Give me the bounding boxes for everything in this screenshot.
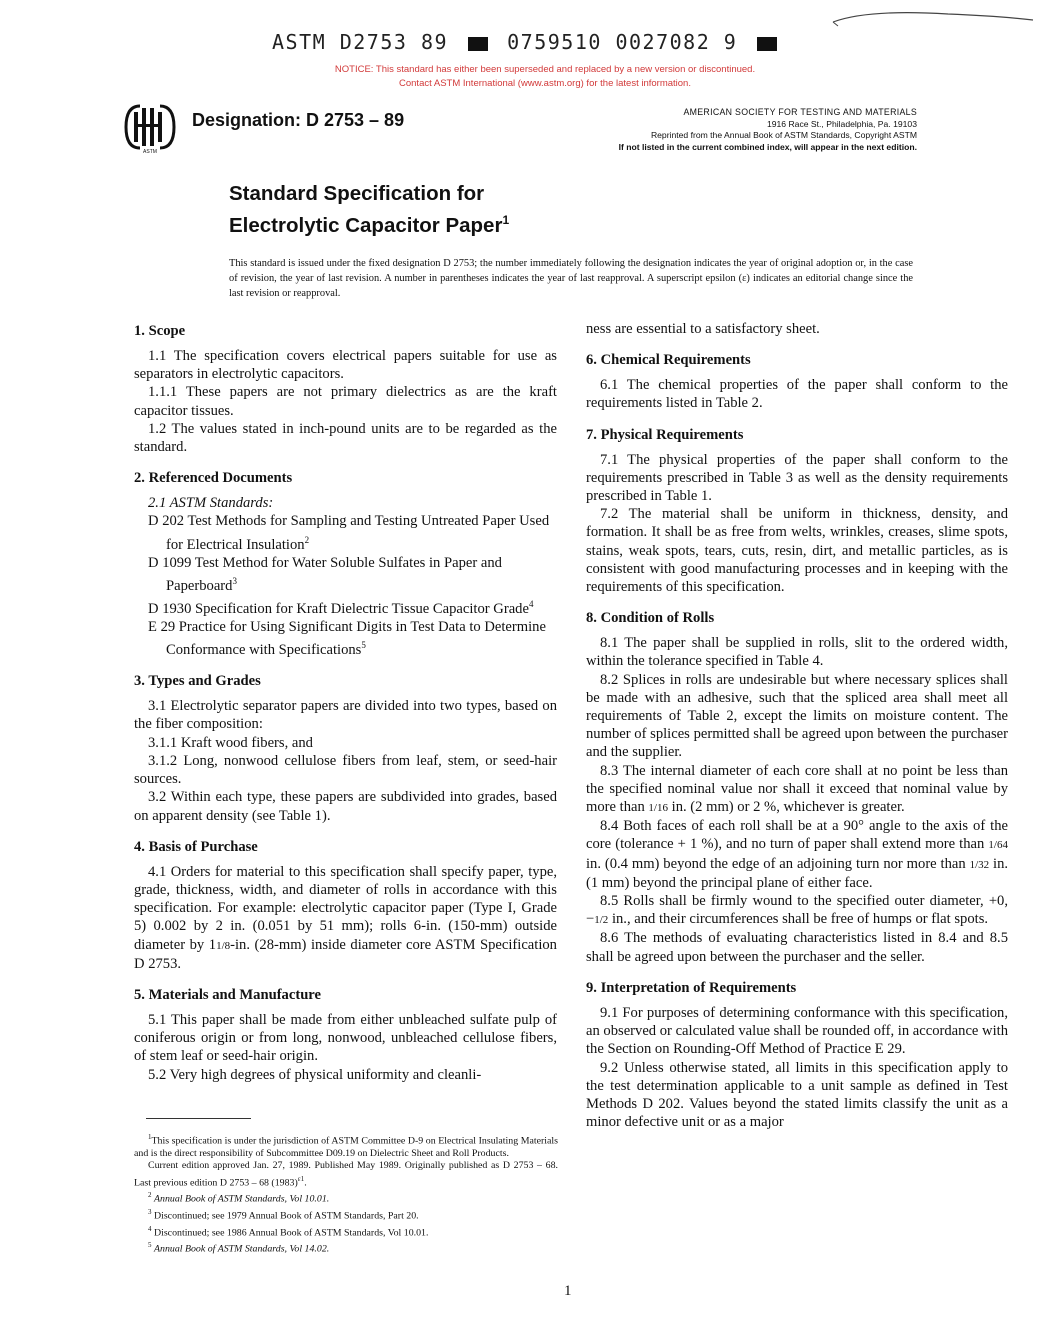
section-heading: 9. Interpretation of Requirements [586, 979, 797, 996]
paragraph: 5.1 This paper shall be made from either unbleached sulfate pulp of coniferous origin or from long, nonwood, unbleached cellulose fibers, of stem leaf or seed-hair origin. [134, 1011, 557, 1065]
title-line-2: Electrolytic Capacitor Paper$^1$ [229, 213, 510, 237]
scan-id-middle: 0759510 0027082 9 [507, 30, 738, 54]
paragraph: 2.1 ASTM Standards: [148, 495, 274, 512]
section-heading: 1. Scope [134, 323, 186, 339]
reference-item: E 29 Practice for Using Significant Digits in Test Data to Determine Conformance with Specifications$^5$ [148, 619, 546, 659]
footnote: Current edition approved Jan. 27, 1989. Published May 1989. Originally published as D 2753 – 68. Last previous edition D 2753 – 68 $(1983)^{\varepsilon 1}$. [134, 1160, 558, 1188]
section-heading: 8. Condition of Rolls [586, 610, 715, 627]
footnotes [134, 1131, 558, 1256]
footnote: $^5$ Annual Book of ASTM Standards, Vol 14.02. [148, 1241, 330, 1255]
footnote-divider [146, 1118, 251, 1119]
footnote: $^3$ Discontinued; see 1979 Annual Book of ASTM Standards, Part 20. [148, 1207, 419, 1222]
paragraph: 8.2 Splices in rolls are undesirable but where necessary splices shall be made with an adhesive, such that the spliced area shall meet all requirements of Table 2, except the limits on moisture content. The number of splices permitted shall be agreed upon between the purchaser and the supplier. [586, 671, 1008, 761]
footnote-marker: 1 [502, 213, 510, 227]
paragraph: 1.1.1 These papers are not primary dielectrics as are the kraft capacitor tissues. [134, 384, 557, 419]
notice-line: Contact ASTM International (www.astm.org) for the latest information. [399, 78, 691, 89]
footnote: $^4$ Discontinued; see 1986 Annual Book of ASTM Standards, Vol 10.01. [148, 1224, 429, 1238]
reference-item: D 1930 Specification for Kraft Dielectric Tissue Capacitor Grade$^4$ [148, 598, 534, 617]
notice [300, 63, 790, 91]
footnote: $^2$ Annual Book of ASTM Standards, Vol 10.01. [148, 1191, 330, 1205]
svg-text:ASTM: ASTM [143, 149, 157, 154]
section-heading: 5. Materials and Manufacture [134, 986, 321, 1003]
notice-line: NOTICE: This standard has either been superseded and replaced by a new version or discontinued. [334, 64, 756, 75]
paragraph: 7.2 The material shall be uniform in thickness, density, and formation. It shall be as free from welts, wrinkles, creases, slime spots, stains, weak spots, tears, cuts, resin, dirt, and metallic particles, as is consistent with good manufacturing processes and in keeping with the requirements of this specification. [586, 506, 1008, 596]
section-heading: 2. Referenced Documents [134, 470, 293, 487]
publisher-address: 1916 Race St., Philadelphia, Pa. 19103 [766, 118, 917, 129]
publisher-name: AMERICAN SOCIETY FOR TESTING AND MATERIALS [683, 107, 917, 117]
paragraph: 6.1 The chemical properties of the paper shall conform to the requirements listed in Table 2. [586, 377, 1008, 412]
paragraph: 3.1.2 Long, nonwood cellulose fibers from leaf, stem, or seed-hair sources. [134, 752, 557, 788]
paragraph: 9.2 Unless otherwise stated, all limits in this specification apply to the test determination applicable to a unit sample as defined in Test Methods D 202. Values beyond the stated limits classify the unit as a minor defective unit or as a major [586, 1059, 1008, 1131]
left-column [134, 320, 557, 1084]
astm-logo [120, 100, 180, 154]
reference-item: D 202 Test Methods for Sampling and Testing Untreated Paper Used for Electrical Insulation$^2$ [148, 513, 550, 553]
title-line-1: Standard Specification for [229, 182, 485, 205]
paragraph: 5.2 Very high degrees of physical uniformity and cleanli- [148, 1066, 482, 1083]
paragraph: 9.1 For purposes of determining conformance with this specification, an observed or calculated value shall be rounded off, in accordance with the Section on Rounding-Off Method of Practice E 29. [586, 1004, 1008, 1058]
paragraph: 1.2 The values stated in inch-pound units are to be regarded as the standard. [134, 420, 557, 456]
section-heading: 4. Basis of Purchase [134, 838, 258, 855]
footnote: $^1$This specification is under the jurisdiction of ASTM Committee D-9 on Electrical Insulating Materials and is the direct responsibility of Subcommittee D09.19 on Dielectric Sheet and Roll Products. [134, 1133, 558, 1159]
scan-header [272, 30, 783, 54]
paragraph: 8.5 Rolls shall be firmly wound to the specified outer diameter, +0, −1/2 in., and their circumferences shall be free of humps or flat spots. [586, 893, 1008, 928]
publisher-block [555, 107, 917, 153]
redaction-block [468, 37, 488, 51]
section-heading: 7. Physical Requirements [586, 426, 744, 443]
standard-note: This standard is issued under the fixed designation D 2753; the number immediately following the designation indicates the year of original adoption or, in the case of revision, the year of last revision. A number in parentheses indicates the year of last reapproval. A superscript epsilon (ε) indicates an editorial change since the last revision or reapproval. [229, 258, 913, 299]
designation: Designation: D 2753 – 89 [192, 110, 405, 130]
paragraph: 1.1 The specification covers electrical papers suitable for use as separators in electrolytic capacitors. [134, 348, 557, 383]
paragraph: 4.1 Orders for material to this specification shall specify paper, type, grade, thickness, width, and diameter of rolls in accordance with this specification. For example: electrolytic capacitor paper (Type I, Grade 5) 0.002 by 2 in. (0.051 by 51 mm); rolls 6-in. (150-mm) outside diameter by 11/8-in. (28-mm) inside diameter core ASTM Specification D 2753. [134, 863, 557, 972]
section-heading: 6. Chemical Requirements [586, 352, 751, 369]
publisher-reprint: Reprinted from the Annual Book of ASTM Standards, Copyright ASTM [650, 130, 917, 140]
paragraph: 8.3 The internal diameter of each core shall at no point be less than the specified nominal value nor shall it exceed that nominal value by more than 1/16 in. (2 mm) or 2 %, whichever is greater. [586, 762, 1008, 816]
document-title [229, 180, 509, 239]
paragraph: 3.1.1 Kraft wood fibers, and [148, 734, 313, 751]
paragraph: ness are essential to a satisfactory sheet. [586, 321, 820, 337]
right-column [586, 320, 1008, 1131]
paragraph: 8.6 The methods of evaluating characteristics listed in 8.4 and 8.5 shall be agreed upon between the purchaser and the seller. [586, 930, 1008, 965]
scan-id-left: ASTM D2753 89 [272, 30, 449, 54]
redaction-block [757, 37, 777, 51]
publisher-index-note: If not listed in the current combined index, will appear in the next edition. [618, 141, 917, 152]
paragraph: 8.1 The paper shall be supplied in rolls, slit to the ordered width, within the tolerance specified in Table 4. [586, 635, 1008, 670]
scan-mark [828, 4, 1038, 44]
paragraph: 8.4 Both faces of each roll shall be at a 90° angle to the axis of the core (tolerance + 1 %), and no turn of paper shall extend more than 1/64 in. (0.4 mm) beyond the edge of an adjoining turn nor more than 1/32 in. (1 mm) beyond the principal plane of either face. [586, 818, 1009, 891]
page-number: 1 [564, 1283, 572, 1299]
reference-item: D 1099 Test Method for Water Soluble Sulfates in Paper and Paperboard$^3$ [148, 554, 502, 594]
paragraph: 3.1 Electrolytic separator papers are divided into two types, based on the fiber composition: [134, 698, 557, 733]
section-heading: 3. Types and Grades [134, 673, 261, 690]
paragraph: 7.1 The physical properties of the paper shall conform to the requirements prescribed in Table 3 as well as the density requirements prescribed in Table 1. [586, 451, 1008, 505]
paragraph: 3.2 Within each type, these papers are subdivided into grades, based on apparent density (see Table 1). [134, 789, 557, 824]
